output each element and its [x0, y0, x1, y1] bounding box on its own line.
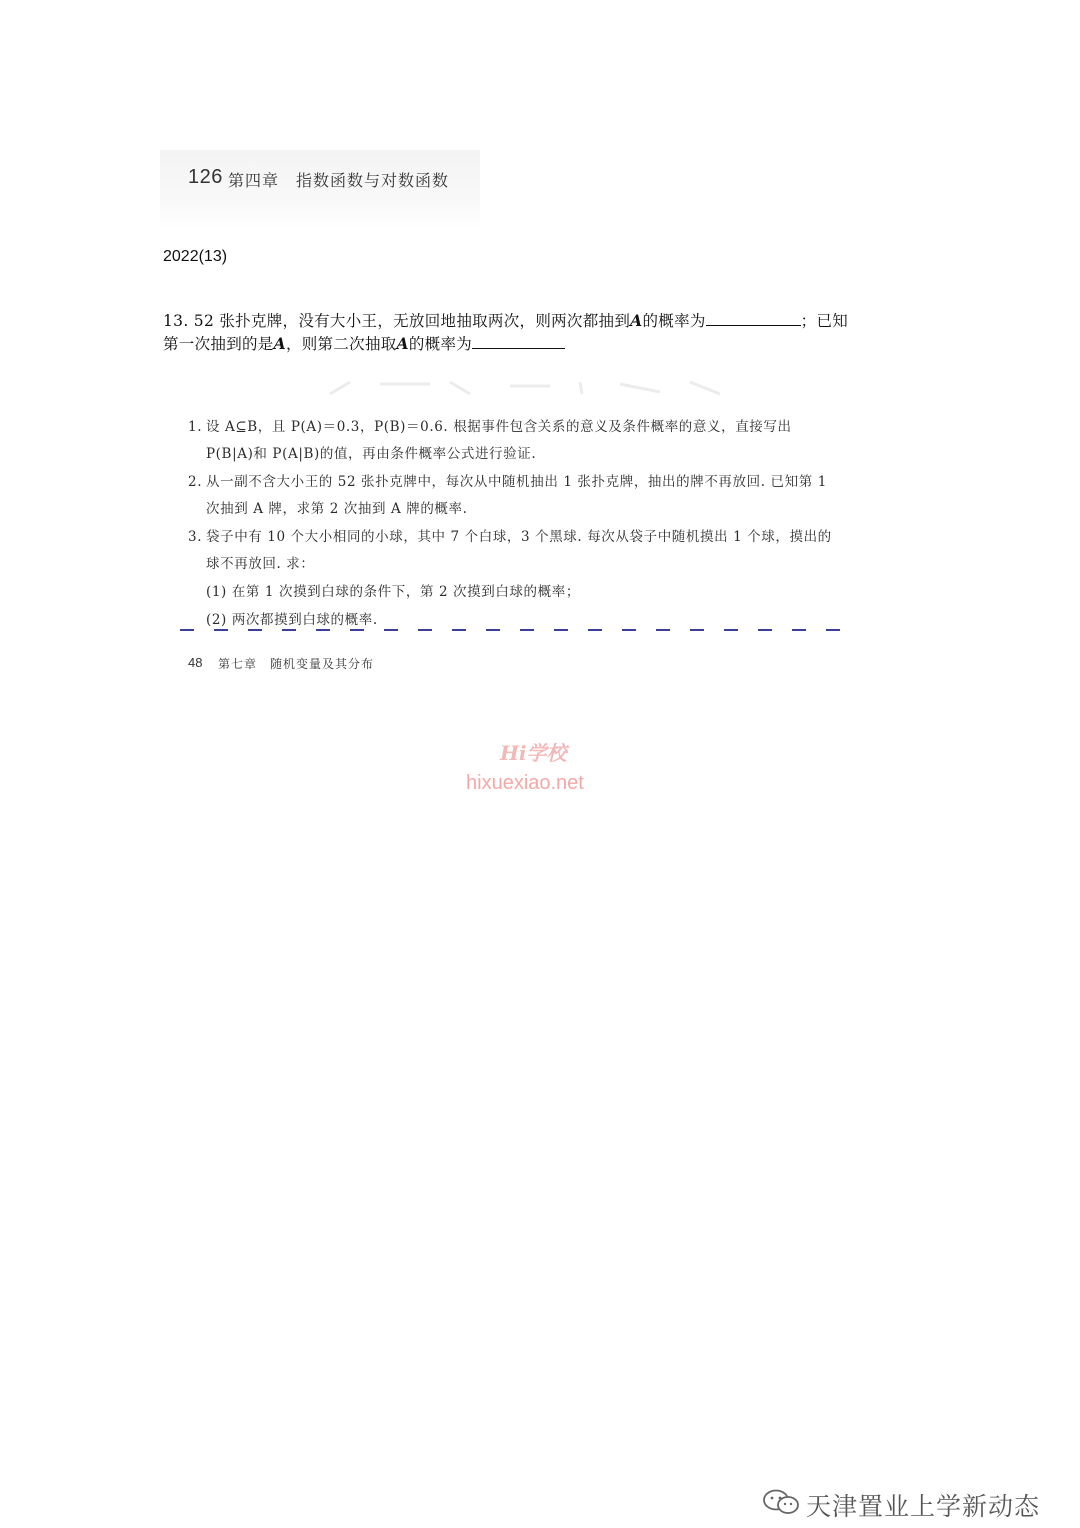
question-13-line-1	[163, 309, 848, 331]
question-13-line-2	[163, 332, 565, 354]
watermark-logo: Hi学校	[500, 741, 567, 765]
exercise-1-line-2: P(B|A)和 P(A|B)的值，再由条件概率公式进行验证.	[206, 446, 537, 462]
dashed-divider	[180, 628, 840, 632]
question-13-text: ，则第二次抽取	[285, 335, 397, 353]
exercise-3-line-1	[188, 525, 832, 545]
question-13-text: 的概率为	[642, 312, 706, 330]
question-13-text: 13. 52 张扑克牌，没有大小王，无放回地抽取两次，则两次都抽到	[163, 312, 631, 330]
question-13-var: A	[630, 311, 643, 330]
exercise-number: 3.	[188, 529, 203, 545]
account-name: 天津置业上学新动态	[806, 1492, 1041, 1521]
question-13-var: A	[273, 334, 286, 353]
answer-blank-1	[706, 309, 801, 326]
bleed-through-artifact	[320, 378, 740, 398]
exercise-2-line-1	[188, 470, 827, 490]
question-13-text: ；已知	[800, 312, 849, 330]
watermark-url: hixuexiao.net	[466, 772, 584, 794]
question-13-var: A	[396, 334, 409, 353]
exercise-2-line-2: 次抽到 A 牌，求第 2 次抽到 A 牌的概率.	[206, 501, 468, 517]
exercise-3-sub-1: (1) 在第 1 次摸到白球的条件下，第 2 次摸到白球的概率；	[206, 584, 580, 600]
exercise-number: 1.	[188, 419, 203, 435]
header-page-number: 126	[188, 166, 223, 188]
wechat-icon	[762, 1489, 800, 1515]
answer-blank-2	[472, 332, 565, 349]
question-13-text: 的概率为	[408, 335, 473, 353]
exercise-text: 设 A⊆B，且 P(A)＝0.3，P(B)＝0.6. 根据事件包含关系的意义及条件概率的意义，直接写出	[206, 419, 792, 435]
footer-page-number: 48	[188, 655, 203, 670]
exercise-number: 2.	[188, 474, 203, 490]
exercise-3-sub-2: (2) 两次都摸到白球的概率.	[206, 612, 378, 628]
footer-chapter-title: 第七章 随机变量及其分布	[218, 657, 375, 671]
question-13-text: 第一次抽到的是	[163, 335, 274, 353]
exercise-3-line-2: 球不再放回. 求：	[206, 556, 315, 572]
exercise-1-line-1	[188, 415, 792, 435]
year-label: 2022(13)	[163, 248, 228, 265]
exercise-text: 从一副不含大小王的 52 张扑克牌中，每次从中随机抽出 1 张扑克牌，抽出的牌不再放回. 已知第 1	[206, 474, 827, 490]
header-chapter-title: 第四章 指数函数与对数函数	[228, 171, 450, 190]
exercise-text: 袋子中有 10 个大小相同的小球，其中 7 个白球，3 个黑球. 每次从袋子中随机摸出 1 个球，摸出的	[206, 529, 832, 545]
